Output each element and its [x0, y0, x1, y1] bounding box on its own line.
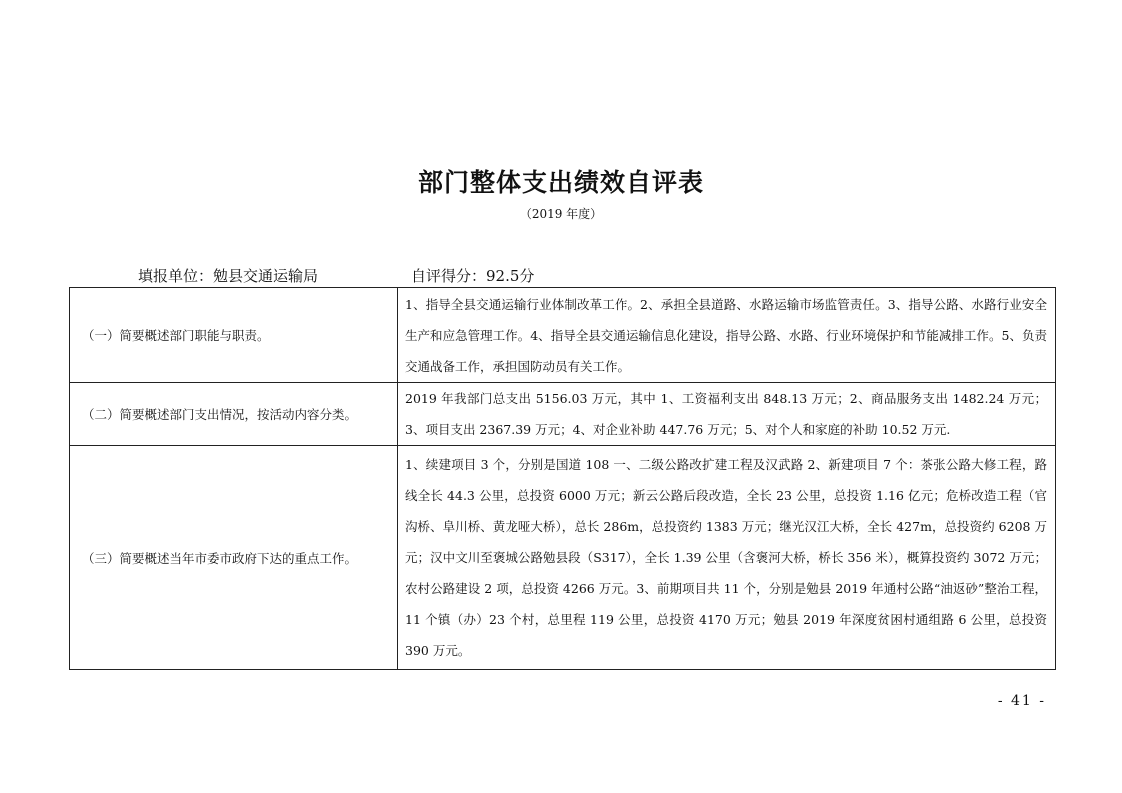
- performance-table: [69, 287, 1056, 670]
- self-score: 自评得分：92.5分: [411, 267, 535, 285]
- row-label: （一）简要概述部门职能与职责。: [70, 288, 398, 383]
- table-row: [70, 383, 1056, 446]
- document-title: 部门整体支出绩效自评表: [417, 168, 704, 197]
- row-label: （二）简要概述部门支出情况，按活动内容分类。: [70, 383, 398, 446]
- reporting-unit: 填报单位：勉县交通运输局: [138, 267, 319, 285]
- page-number: - 41 -: [997, 693, 1046, 709]
- row-content: 2019 年我部门总支出 5156.03 万元，其中 1、工资福利支出 848.13 万元；2、商品服务支出 1482.24 万元；3、项目支出 2367.39 万元；4、对企业补助 447.76 万元；5、对个人和家庭的补助 10.52 万元.: [398, 383, 1056, 446]
- table-row: [70, 446, 1056, 670]
- year-label: （2019 年度）: [519, 207, 603, 221]
- row-label: （三）简要概述当年市委市政府下达的重点工作。: [70, 446, 398, 670]
- row-content: 1、续建项目 3 个，分别是国道 108 一、二级公路改扩建工程及汉武路 2、新建项目 7 个：茶张公路大修工程，路线全长 44.3 公里，总投资 6000 万元；新云公路后段改造，全长 23 公里，总投资 1.16 亿元；危桥改造工程（官沟桥、阜川桥、黄龙哑大桥），总长 286m，总投资约 1383 万元；继光汉江大桥，全长 427m，总投资约 6208 万元；汉中文川至褒城公路勉县段（S317），全长 1.39 公里（含褒河大桥，桥长 356 米），概算投资约 3072 万元；农村公路建设 2 项，总投资 4266 万元。3、前期项目共 11 个，分别是勉县 2019 年通村公路“油返砂”整治工程，11 个镇（办）23 个村，总里程 119 公里，总投资 4170 万元；勉县 2019 年深度贫困村通组路 6 公里，总投资 390 万元。: [398, 446, 1056, 670]
- table-row: [70, 288, 1056, 383]
- row-content: 1、指导全县交通运输行业体制改革工作。2、承担全县道路、水路运输市场监管责任。3、指导公路、水路行业安全生产和应急管理工作。4、指导全县交通运输信息化建设，指导公路、水路、行业环境保护和节能减排工作。5、负责交通战备工作，承担国防动员有关工作。: [398, 288, 1056, 383]
